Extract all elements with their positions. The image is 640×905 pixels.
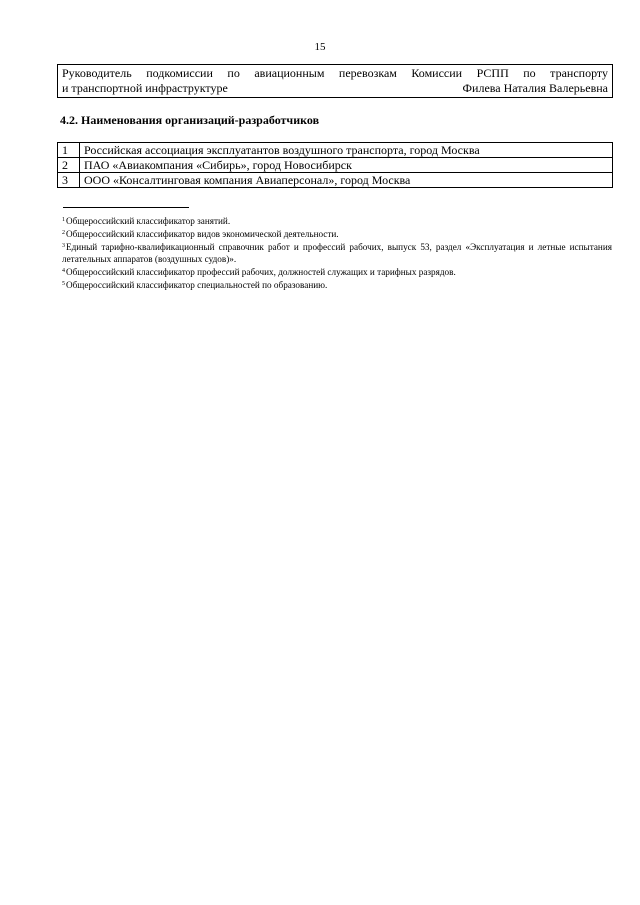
section-title: 4.2. Наименования организаций-разработчиков [60, 113, 320, 127]
responsible-person-row [58, 65, 613, 98]
organizations-table [57, 142, 613, 188]
footnote-text: Единый тарифно-квалификационный справочник работ и профессий рабочих, выпуск 53, раздел «Эксплуатация и летные испытания летательных аппаратов (воздушных судов)». [62, 242, 612, 264]
organization-name: Российская ассоциация эксплуатантов воздушного транспорта, город Москва [80, 143, 613, 158]
responsible-position-line2 [62, 81, 608, 96]
footnote-marker: 4 [62, 268, 65, 274]
responsible-person-cell [58, 65, 613, 98]
footnote-text: Общероссийский классификатор занятий. [66, 216, 231, 226]
organization-name: ООО «Консалтинговая компания Авиаперсонал», город Москва [80, 173, 613, 188]
organization-number: 3 [58, 173, 80, 188]
responsible-person-name: Филева Наталия Валерьевна [462, 81, 608, 95]
responsible-person-table [57, 64, 613, 98]
footnote-text: Общероссийский классификатор специальностей по образованию. [66, 280, 328, 290]
footnote-separator [63, 207, 189, 208]
footnotes [62, 214, 612, 291]
footnote-marker: 1 [62, 217, 65, 223]
organization-row [58, 173, 613, 188]
responsible-position-line1: Руководитель подкомиссии по авиационным перевозкам Комиссии РСПП по транспорту [62, 66, 608, 80]
organization-number: 2 [58, 158, 80, 173]
responsible-position-line2-left: и транспортной инфраструктуре [62, 81, 228, 95]
footnote [62, 227, 612, 240]
page-number: 15 [314, 41, 326, 53]
footnote [62, 265, 612, 278]
organization-row [58, 158, 613, 173]
footnote-text: Общероссийский классификатор профессий рабочих, должностей служащих и тарифных разрядов. [66, 267, 456, 277]
footnote-marker: 2 [62, 230, 65, 236]
footnote-text: Общероссийский классификатор видов экономической деятельности. [66, 229, 339, 239]
organization-number: 1 [58, 143, 80, 158]
organization-row [58, 143, 613, 158]
footnote [62, 278, 612, 291]
footnote [62, 214, 612, 227]
footnote-marker: 3 [62, 243, 65, 249]
footnote [62, 240, 612, 265]
organization-name: ПАО «Авиакомпания «Сибирь», город Новосибирск [80, 158, 613, 173]
footnote-marker: 5 [62, 281, 65, 287]
